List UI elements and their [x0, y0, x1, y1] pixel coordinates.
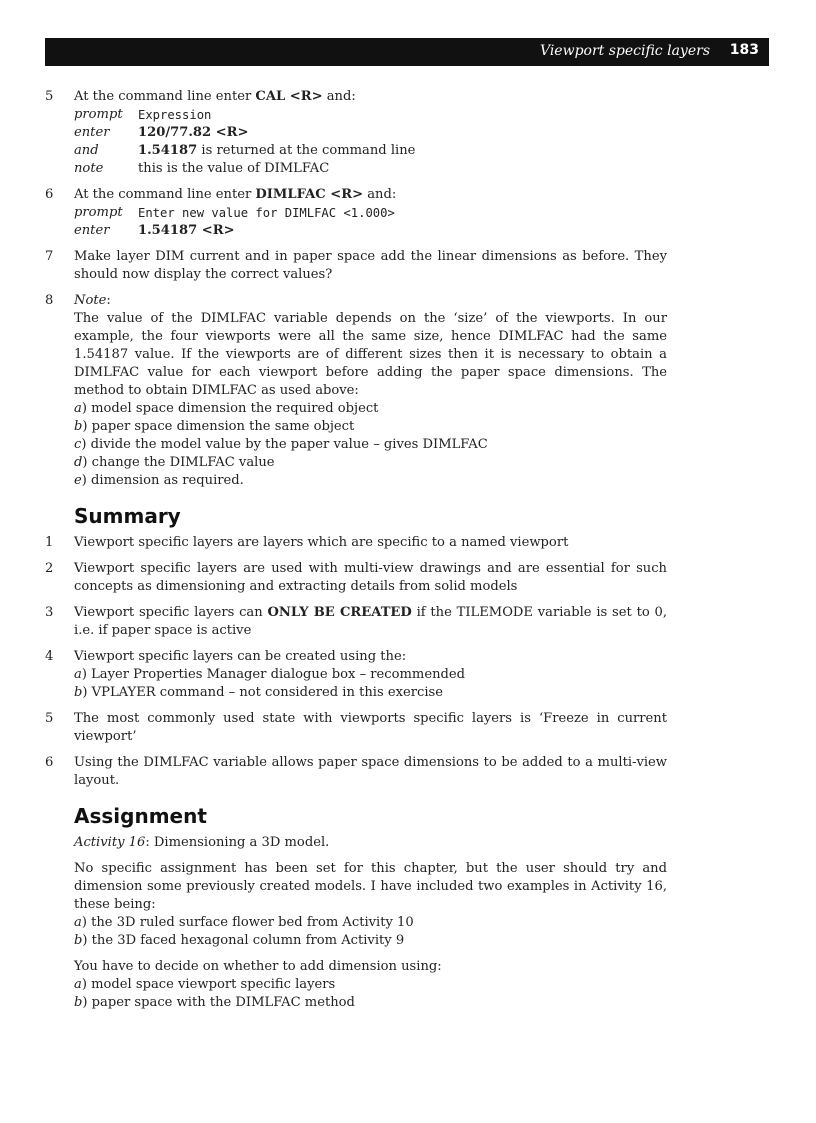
assignment-paragraph: No specific assignment has been set for this chapter, but the user should try and dimension some previously created models. I have included two examples in Activity 16, these being:: [74, 861, 667, 912]
assignment-heading: Assignment: [74, 804, 207, 828]
note-heading: [74, 292, 667, 310]
header-title: Viewport specific layers: [539, 43, 710, 59]
entry-text: 1.54187 <R>: [138, 223, 235, 238]
list-letter: b: [74, 933, 83, 948]
summary-item-3: [45, 604, 667, 640]
list-letter: a: [74, 401, 82, 416]
step-instruction: [74, 186, 667, 204]
item-text: Using the DIMLFAC variable allows paper space dimensions to be added to a multi-view layout.: [74, 755, 667, 788]
list-item: b) paper space with the DIMLFAC method: [74, 995, 355, 1010]
list-text: paper space dimension the same object: [91, 419, 355, 434]
step-7: [45, 248, 667, 284]
list-item: a) Layer Properties Manager dialogue box – recommended: [74, 667, 466, 682]
activity-label: Activity 16: [74, 835, 146, 850]
command-text: CAL <R>: [255, 89, 323, 104]
prompt-text: Enter new value for DIMLFAC <1.000>: [138, 206, 395, 220]
list-text: the 3D faced hexagonal column from Activity 9: [91, 933, 405, 948]
list-letter: a: [74, 667, 82, 682]
list-item: c) divide the model value by the paper value – gives DIMLFAC: [74, 437, 488, 452]
instruction-text: and:: [322, 89, 356, 104]
result-text: is returned at the command line: [197, 143, 416, 158]
note-label: Note: [74, 293, 107, 308]
step-number: 8: [45, 293, 54, 308]
list-item: b) VPLAYER command – not considered in this exercise: [74, 685, 443, 700]
list-letter: a: [74, 977, 82, 992]
item-number: 1: [45, 535, 54, 550]
list-text: model space viewport specific layers: [91, 977, 336, 992]
step-text: Make layer DIM current and in paper space add the linear dimensions as before. They should now display the correct values?: [74, 249, 667, 282]
instruction-text: At the command line enter: [74, 187, 256, 202]
step-5: [45, 88, 667, 178]
summary-heading: Summary: [74, 504, 181, 528]
step-number: 5: [45, 89, 54, 104]
list-letter: e: [74, 473, 82, 488]
note-colon: :: [106, 293, 111, 308]
row-label: enter: [74, 223, 110, 238]
item-number: 3: [45, 605, 54, 620]
item-text: Viewport specific layers are layers which are specific to a named viewport: [74, 535, 569, 550]
row-label: and: [74, 143, 99, 158]
assignment-paragraph: You have to decide on whether to add dimension using:: [74, 959, 442, 974]
step-6: [45, 186, 667, 240]
item-text-part: Viewport specific layers can: [74, 605, 268, 620]
list-letter: d: [74, 455, 83, 470]
item-number: 2: [45, 561, 54, 576]
list-letter: a: [74, 915, 82, 930]
activity-title: : Dimensioning a 3D model.: [145, 835, 330, 850]
list-text: the 3D ruled surface flower bed from Activity 10: [91, 915, 414, 930]
list-letter: b: [74, 685, 83, 700]
step-instruction: [74, 88, 667, 106]
assignment-block-1: [45, 860, 667, 950]
item-text: [74, 604, 667, 640]
step-8: [45, 292, 667, 490]
item-number: 5: [45, 711, 54, 726]
summary-item-1: [45, 534, 667, 552]
note-text: this is the value of DIMLFAC: [138, 161, 330, 176]
assignment-block-2: [45, 958, 667, 1012]
step-number: 6: [45, 187, 54, 202]
list-text: model space dimension the required object: [91, 401, 379, 416]
command-text: DIMLFAC <R>: [255, 187, 364, 202]
item-text: Viewport specific layers are used with multi-view drawings and are essential for such concepts as dimensioning and extracting details from solid models: [74, 561, 667, 594]
list-item: b) paper space dimension the same object: [74, 419, 355, 434]
item-emphasis: ONLY BE CREATED: [267, 605, 412, 620]
list-text: Layer Properties Manager dialogue box – recommended: [91, 667, 466, 682]
prompt-row: [74, 106, 667, 124]
row-label: prompt: [74, 107, 123, 122]
note-paragraph: The value of the DIMLFAC variable depends on the ‘size’ of the viewports. In our example, the four viewports were all the same size, hence DIMLFAC had the same 1.54187 value. If the viewports are of different sizes then it is necessary to obtain a DIMLFAC value for each viewport before adding the paper space dimensions. The method to obtain DIMLFAC as used above:: [74, 311, 667, 398]
prompt-row: [74, 204, 667, 222]
summary-item-6: [45, 754, 667, 790]
list-item: a) model space dimension the required object: [74, 401, 379, 416]
item-text-part: if the TILEMODE variable is set to 0, i.e. if paper space is active: [74, 605, 667, 638]
summary-item-5: [45, 710, 667, 746]
list-letter: b: [74, 419, 83, 434]
result-value: 1.54187: [138, 143, 198, 158]
and-row: [74, 142, 667, 160]
list-text: dimension as required.: [91, 473, 244, 488]
list-item: a) model space viewport specific layers: [74, 977, 336, 992]
summary-item-2: [45, 560, 667, 596]
list-item: e) dimension as required.: [74, 473, 244, 488]
running-header: [45, 38, 769, 66]
summary-item-4: [45, 648, 667, 702]
row-label: note: [74, 161, 104, 176]
page-content: [45, 88, 667, 1020]
item-number: 6: [45, 755, 54, 770]
instruction-text: and:: [363, 187, 397, 202]
list-letter: c: [74, 437, 82, 452]
list-item: a) the 3D ruled surface flower bed from Activity 10: [74, 915, 414, 930]
item-text: The most commonly used state with viewports specific layers is ‘Freeze in current viewport’: [74, 711, 667, 744]
page-number: 183: [729, 42, 759, 58]
entry-text: 120/77.82 <R>: [138, 125, 249, 140]
enter-row: [74, 222, 667, 240]
list-text: paper space with the DIMLFAC method: [91, 995, 355, 1010]
instruction-text: At the command line enter: [74, 89, 256, 104]
list-letter: b: [74, 995, 83, 1010]
step-number: 7: [45, 249, 54, 264]
note-row: [74, 160, 667, 178]
list-item: b) the 3D faced hexagonal column from Activity 9: [74, 933, 405, 948]
activity-line: [45, 834, 667, 852]
row-label: enter: [74, 125, 110, 140]
prompt-text: Expression: [138, 108, 212, 122]
row-label: prompt: [74, 205, 123, 220]
list-item: d) change the DIMLFAC value: [74, 455, 275, 470]
list-text: change the DIMLFAC value: [91, 455, 275, 470]
list-text: VPLAYER command – not considered in this exercise: [91, 685, 443, 700]
enter-row: [74, 124, 667, 142]
item-text: Viewport specific layers can be created using the:: [74, 649, 407, 664]
item-number: 4: [45, 649, 54, 664]
list-text: divide the model value by the paper value – gives DIMLFAC: [90, 437, 488, 452]
